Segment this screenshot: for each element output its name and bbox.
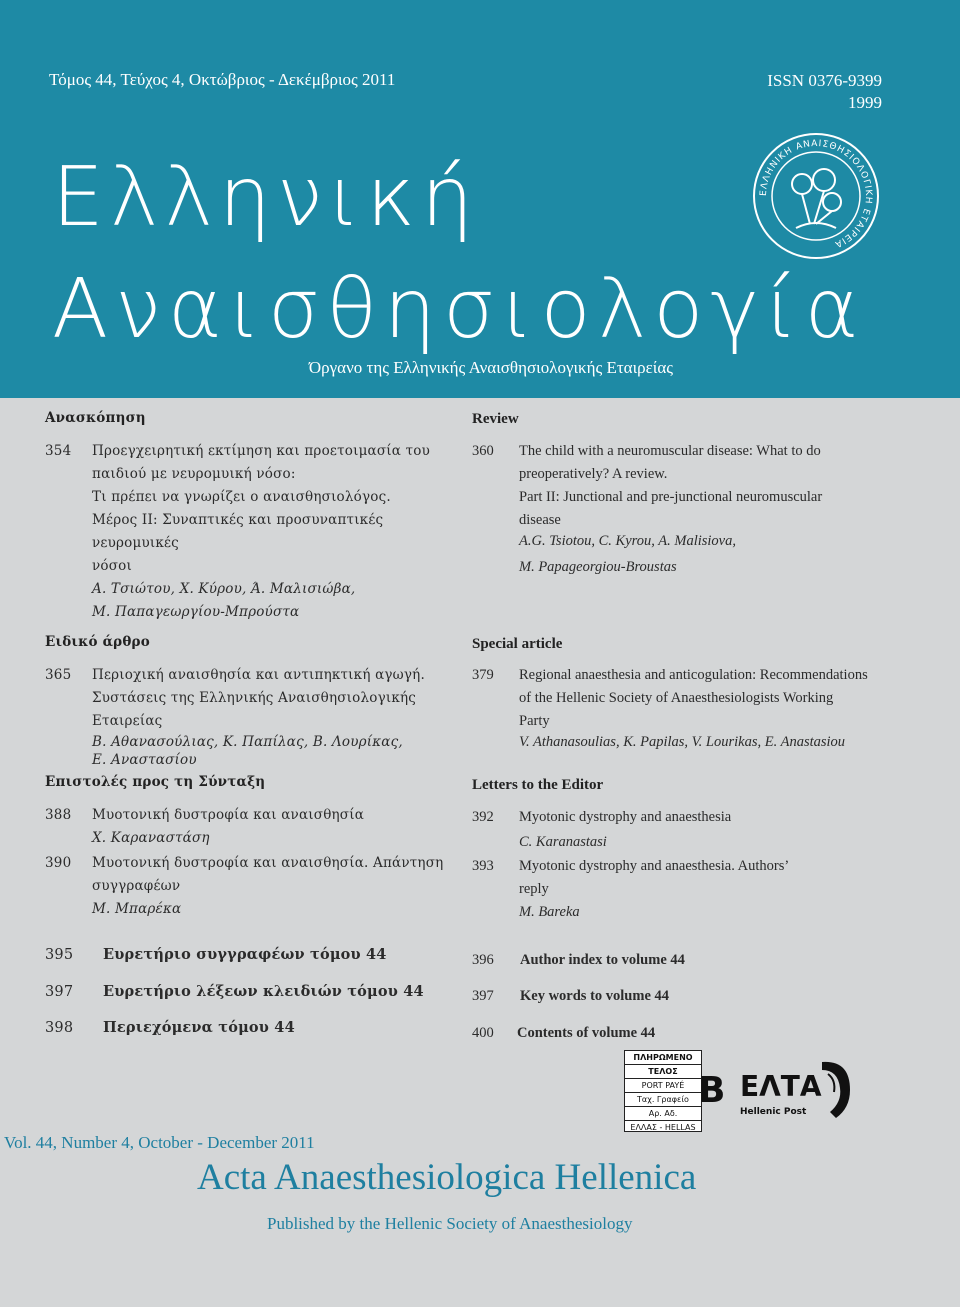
page-number: 398 bbox=[45, 1020, 74, 1036]
svg-text:ΕΛΤΑ: ΕΛΤΑ bbox=[740, 1070, 822, 1103]
svg-text:ΕΛΛΗΝΙΚΗ ΑΝΑΙΣΘΗΣΙΟΛΟΓΙΚΗ ΕΤΑΙ: ΕΛΛΗΝΙΚΗ ΑΝΑΙΣΘΗΣΙΟΛΟΓΙΚΗ ΕΤΑΙΡΕΙΑ bbox=[758, 138, 874, 250]
issn: ISSN 0376-9399 bbox=[767, 71, 882, 90]
elta-logo bbox=[738, 1052, 858, 1130]
page-number: 379 bbox=[472, 667, 494, 683]
footer-journal-title: Acta Anaesthesiologica Hellenica bbox=[197, 1157, 697, 1198]
left-review-entry[interactable] bbox=[45, 440, 445, 620]
index-label: Ευρετήριο συγγραφέων τόμου 44 bbox=[103, 946, 387, 963]
page-number: 360 bbox=[472, 443, 494, 459]
title-line: The child with a neuromuscular disease: What to do bbox=[519, 443, 821, 459]
page-number: 388 bbox=[45, 807, 72, 823]
title-line: Myotonic dystrophy and anaesthesia bbox=[519, 809, 732, 825]
title-line: νόσοι bbox=[92, 558, 132, 574]
title-line: Party bbox=[519, 713, 550, 729]
stamp-line: ΤΕΛΟΣ bbox=[625, 1065, 701, 1079]
left-letter-2[interactable] bbox=[45, 852, 445, 922]
page-number: 390 bbox=[45, 855, 72, 871]
page-number: 393 bbox=[472, 858, 494, 874]
left-index-keywords[interactable] bbox=[45, 983, 424, 1000]
right-review-entry[interactable] bbox=[472, 440, 892, 590]
authors: M. Papageorgiou-Broustas bbox=[519, 559, 677, 575]
stamp-line: ΕΛΛΑΣ - HELLAS bbox=[630, 1123, 696, 1132]
right-letters-heading: Letters to the Editor bbox=[472, 777, 604, 793]
right-index-contents[interactable] bbox=[472, 1025, 655, 1042]
authors: A.G. Tsiotou, C. Kyrou, A. Malisiova, bbox=[519, 533, 736, 549]
issue-info: Τόμος 44, Τεύχος 4, Οκτώβριος - Δεκέμβριος 2011 bbox=[49, 70, 396, 89]
index-label: Author index to volume 44 bbox=[520, 952, 685, 968]
authors: Μ. Παπαγεωργίου-Μπρούστα bbox=[92, 604, 300, 620]
right-special-entry[interactable] bbox=[472, 664, 902, 754]
title-line: Myotonic dystrophy and anaesthesia. Authors’ bbox=[519, 858, 790, 874]
title-line: Part II: Junctional and pre-junctional neuromuscular bbox=[519, 489, 823, 505]
title-line: Μυοτονική δυστροφία και αναισθησία bbox=[92, 807, 365, 823]
right-letter-2[interactable] bbox=[472, 855, 892, 927]
page-number: 397 bbox=[45, 984, 74, 1000]
journal-organ: Όργανο της Ελληνικής Αναισθησιολογικής Εταιρείας bbox=[308, 358, 673, 377]
title-line: παιδιού με νευρομυική νόσο: bbox=[92, 466, 296, 482]
stamp-line: PORT PAYÉ bbox=[625, 1079, 701, 1093]
title-line: Εταιρείας bbox=[92, 713, 163, 729]
index-label: Ευρετήριο λέξεων κλειδιών τόμου 44 bbox=[103, 983, 424, 1000]
title-line: Μυοτονική δυστροφία και αναισθησία. Απάντηση bbox=[92, 855, 444, 871]
authors: Β. Αθανασούλιας, Κ. Παπίλας, Β. Λουρίκας, bbox=[92, 734, 403, 750]
authors: V. Athanasoulias, K. Papilas, V. Lourikas, E. Anastasiou bbox=[519, 734, 846, 750]
index-label: Key words to volume 44 bbox=[520, 988, 670, 1004]
title-line: preoperatively? A review. bbox=[519, 466, 668, 482]
title-line: reply bbox=[519, 881, 549, 897]
postage-class-letter: B bbox=[698, 1070, 726, 1111]
left-letters-heading: Επιστολές προς τη Σύνταξη bbox=[45, 774, 266, 790]
svg-text:Hellenic Post: Hellenic Post bbox=[740, 1107, 807, 1117]
title-line: Regional anaesthesia and anticogulation: Recommendations bbox=[519, 667, 868, 683]
page-number: 400 bbox=[472, 1025, 494, 1041]
issn-year: 1999 bbox=[848, 93, 882, 112]
left-letter-1[interactable] bbox=[45, 804, 445, 850]
right-letter-1[interactable] bbox=[472, 806, 892, 852]
stamp-line: Ταχ. Γραφείο bbox=[625, 1093, 701, 1107]
authors: Χ. Καραναστάση bbox=[92, 830, 210, 846]
left-review-heading: Ανασκόπηση bbox=[45, 410, 146, 426]
left-special-entry[interactable] bbox=[45, 664, 445, 774]
right-special-heading: Special article bbox=[472, 636, 563, 652]
right-index-authors[interactable] bbox=[472, 952, 685, 969]
title-line: of the Hellenic Society of Anaesthesiologists Working bbox=[519, 690, 834, 706]
postage-paid-stamp bbox=[624, 1050, 702, 1132]
authors: C. Karanastasi bbox=[519, 834, 607, 850]
journal-title-line1: Ελληνική bbox=[52, 150, 480, 245]
title-line: Συστάσεις της Ελληνικής Αναισθησιολογικής bbox=[92, 690, 417, 706]
index-label: Περιεχόμενα τόμου 44 bbox=[103, 1019, 295, 1036]
left-special-heading: Ειδικό άρθρο bbox=[45, 634, 150, 650]
footer-publisher: Published by the Hellenic Society of Anaesthesiology bbox=[267, 1214, 633, 1233]
page-number: 396 bbox=[472, 952, 494, 968]
issn-block bbox=[767, 70, 882, 114]
authors: M. Bareka bbox=[519, 904, 580, 920]
page-number: 365 bbox=[45, 667, 72, 683]
right-index-keywords[interactable] bbox=[472, 988, 669, 1005]
stamp-line: ΠΛΗΡΩΜΕΝΟ bbox=[625, 1051, 701, 1065]
title-line: Μέρος ΙΙ: Συναπτικές και προσυναπτικές νευρομυικές bbox=[92, 512, 384, 551]
journal-title-line2: Αναισθησιολογία bbox=[52, 262, 866, 357]
index-label: Contents of volume 44 bbox=[517, 1025, 656, 1041]
title-line: Τι πρέπει να γνωρίζει ο αναισθησιολόγος. bbox=[92, 489, 391, 505]
authors: Α. Τσιώτου, Χ. Κύρου, Ά. Μαλισιώβα, bbox=[92, 581, 356, 597]
title-line: Προεγχειρητική εκτίμηση και προετοιμασία του bbox=[92, 443, 430, 459]
title-line: disease bbox=[519, 512, 561, 528]
stamp-line: Αρ. Αδ. bbox=[625, 1107, 701, 1121]
page-number: 392 bbox=[472, 809, 494, 825]
right-review-heading: Review bbox=[472, 411, 519, 427]
footer-volume: Vol. 44, Number 4, October - December 2011 bbox=[4, 1133, 315, 1152]
left-index-authors[interactable] bbox=[45, 946, 387, 963]
cover-banner bbox=[0, 0, 960, 398]
page-number: 395 bbox=[45, 947, 74, 963]
authors: Ε. Αναστασίου bbox=[92, 752, 197, 768]
title-line: Περιοχική αναισθησία και αντιπηκτική αγωγή. bbox=[92, 667, 425, 683]
page-number: 397 bbox=[472, 988, 494, 1004]
left-index-contents[interactable] bbox=[45, 1019, 295, 1036]
authors: Μ. Μπαρέκα bbox=[92, 901, 182, 917]
society-logo bbox=[752, 132, 880, 260]
page-number: 354 bbox=[45, 443, 72, 459]
title-line: συγγραφέων bbox=[92, 878, 181, 894]
